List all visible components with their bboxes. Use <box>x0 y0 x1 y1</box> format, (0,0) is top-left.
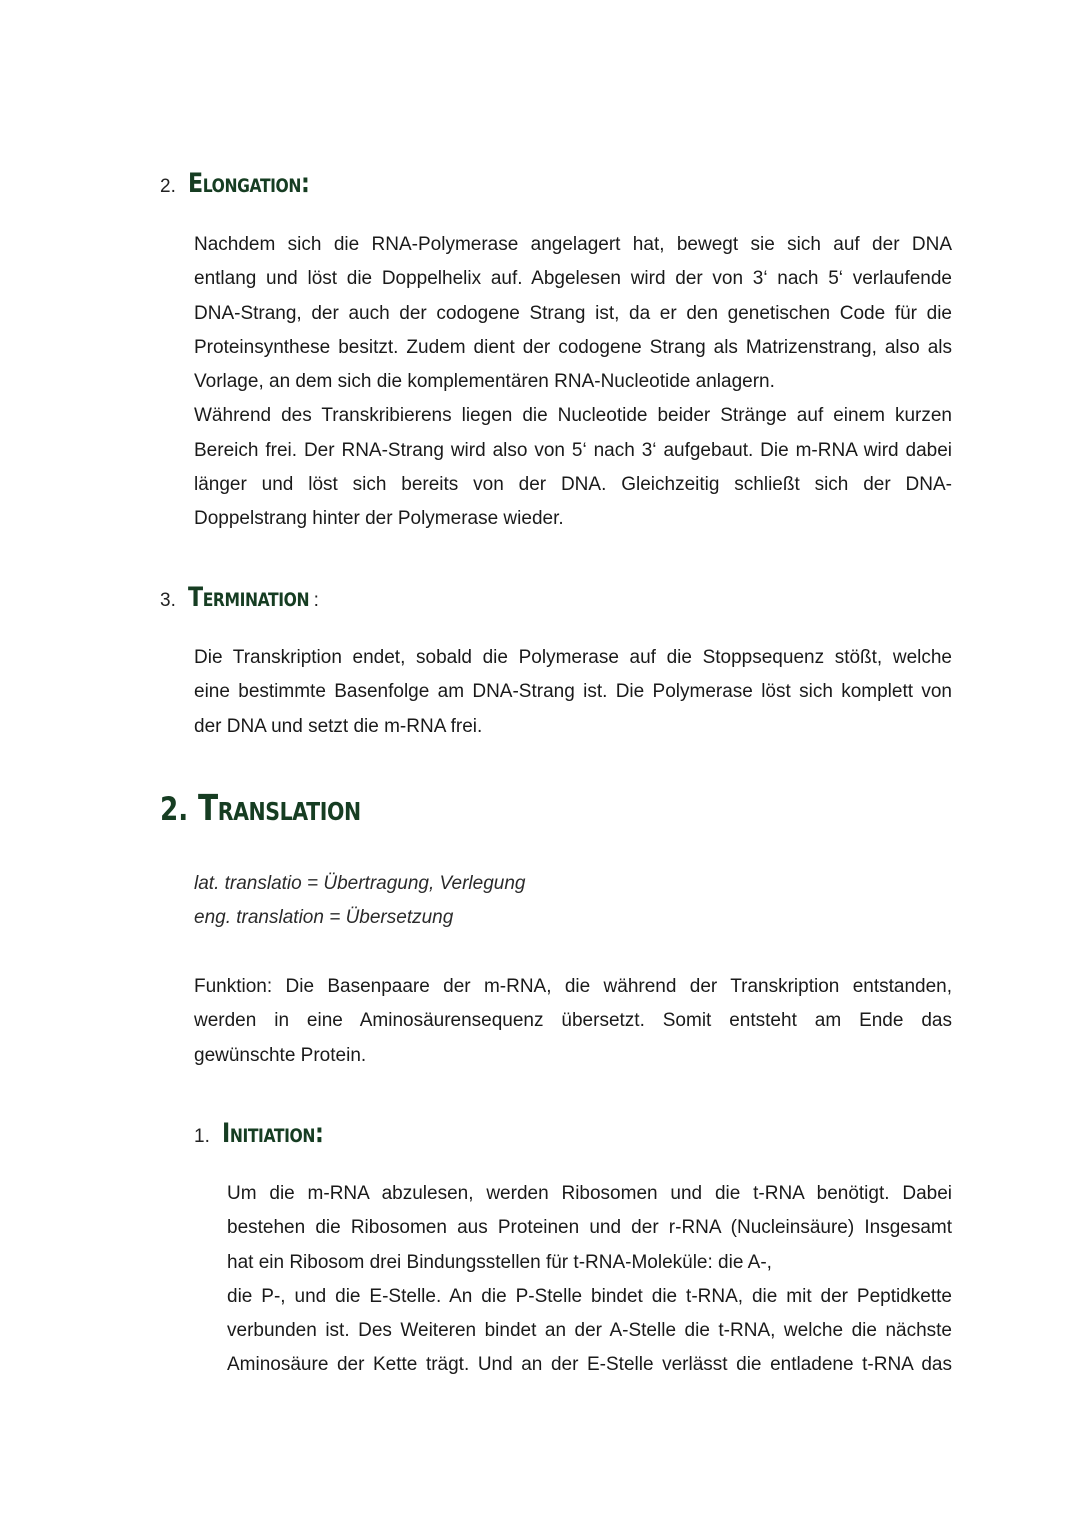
function-line: gewünschte Protein. <box>194 1044 367 1066</box>
translation-number: 2. <box>160 790 189 828</box>
termination-colon: : <box>313 590 319 611</box>
initiation-paragraph <box>227 1177 952 1383</box>
elongation-paragraph <box>194 228 952 537</box>
elongation-number: 2. <box>160 176 176 197</box>
elongation-line: Nachdem sich die RNA-Polymerase angelagert hat, bewegt sie sich auf der DNA <box>194 234 952 255</box>
elongation-line: Proteinsynthese besitzt. Zudem dient der codogene Strang als Matrizenstrang, also als <box>194 336 952 358</box>
translation-heading <box>160 788 397 829</box>
termination-line: eine bestimmte Basenfolge am DNA-Strang ist. Die Polymerase löst sich komplett von <box>194 681 952 703</box>
initiation-title: Initiation: <box>221 1118 324 1149</box>
function-line: Funktion: Die Basenpaare der m-RNA, die während der Transkription entstanden, <box>194 976 952 997</box>
initiation-number: 1. <box>194 1126 210 1147</box>
termination-line: Die Transkription endet, sobald die Polymerase auf die Stoppsequenz stößt, welche <box>194 647 952 668</box>
initiation-line: bestehen die Ribosomen aus Proteinen und der r-RNA (Nucleinsäure) Insgesamt <box>227 1217 952 1239</box>
elongation-title: Elongation: <box>187 168 310 199</box>
elongation-line: DNA-Strang, der auch der codogene Strang ist, da er den genetischen Code für die <box>194 302 952 324</box>
elongation-line: länger und löst sich bereits von der DNA. Gleichzeitig schließt sich der DNA- <box>194 474 952 496</box>
etymology-line: eng. translation = Übersetzung <box>194 907 454 929</box>
translation-etymology <box>194 867 694 936</box>
initiation-line: Um die m-RNA abzulesen, werden Ribosomen und die t-RNA benötigt. Dabei <box>227 1183 952 1204</box>
translation-function-paragraph <box>194 970 952 1073</box>
termination-title: Termination <box>187 582 309 613</box>
elongation-heading <box>160 168 336 199</box>
elongation-line: Vorlage, an dem sich die komplementären RNA-Nucleotide anlagern. <box>194 371 775 393</box>
termination-number: 3. <box>160 590 176 611</box>
elongation-line: Bereich frei. Der RNA-Strang wird also von 5‘ nach 3‘ aufgebaut. Die m-RNA wird dabei <box>194 439 952 461</box>
initiation-line: verbunden ist. Des Weiteren bindet an der A-Stelle die t-RNA, welche die nächste <box>227 1320 952 1342</box>
initiation-line: hat ein Ribosom drei Bindungsstellen für t-RNA-Moleküle: die A-, <box>227 1251 772 1273</box>
termination-line: der DNA und setzt die m-RNA frei. <box>194 715 483 737</box>
initiation-heading <box>194 1118 346 1149</box>
elongation-line: Während des Transkribierens liegen die Nucleotide beider Stränge auf einem kurzen <box>194 405 952 427</box>
elongation-line: Doppelstrang hinter der Polymerase wieder. <box>194 508 564 530</box>
initiation-line: die P-, und die E-Stelle. An die P-Stelle bindet die t-RNA, die mit der Peptidkette <box>227 1285 952 1307</box>
function-line: werden in eine Aminosäurensequenz übersetzt. Somit entsteht am Ende das <box>194 1010 952 1032</box>
etymology-line: lat. translatio = Übertragung, Verlegung <box>194 873 526 894</box>
elongation-line: entlang und löst die Doppelhelix auf. Abgelesen wird der von 3‘ nach 5‘ verlaufende <box>194 268 952 290</box>
termination-paragraph <box>194 641 952 744</box>
translation-title: Translation <box>198 788 362 829</box>
termination-heading <box>160 582 319 613</box>
initiation-line: Aminosäure der Kette trägt. Und an der E-Stelle verlässt die entladene t-RNA das <box>227 1354 952 1376</box>
